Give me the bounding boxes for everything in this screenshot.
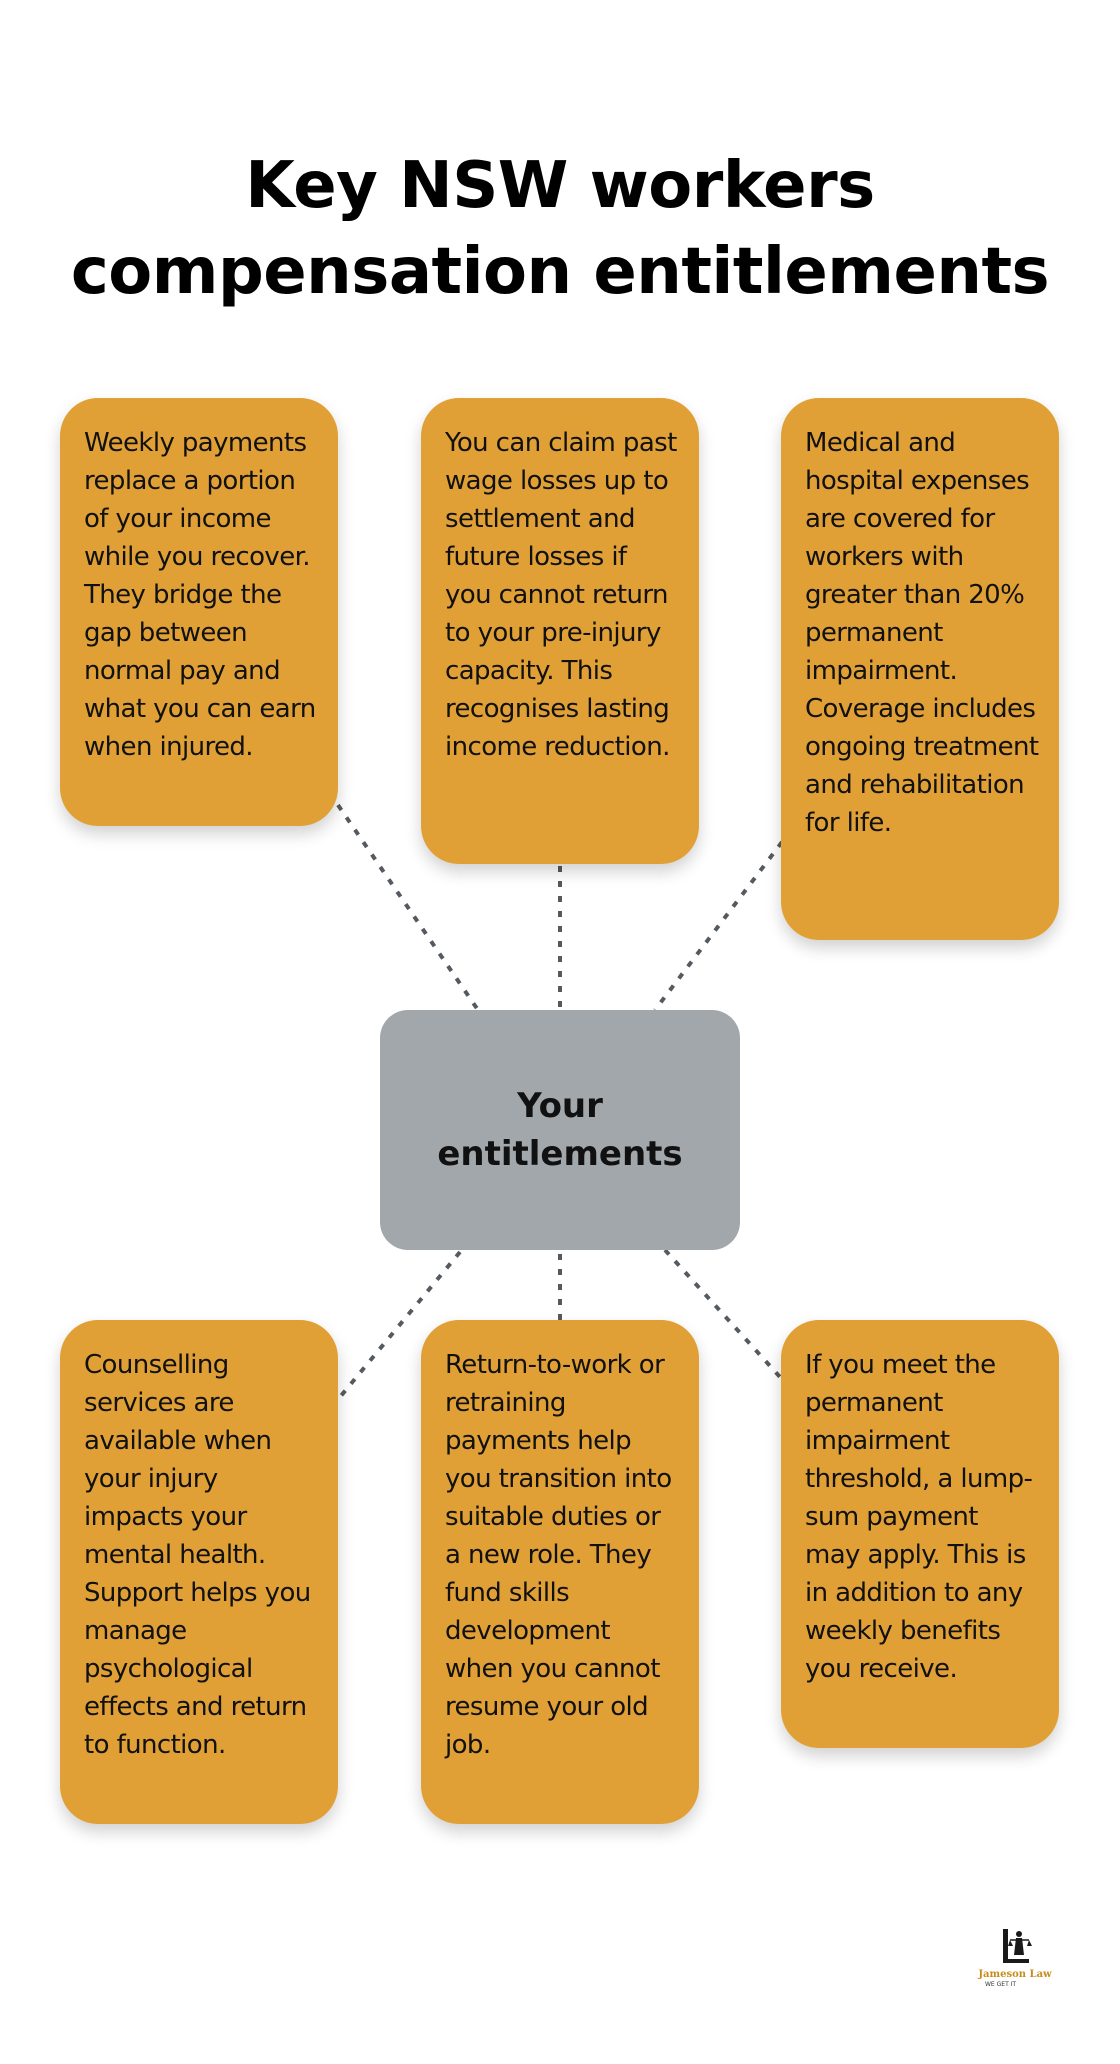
connector-top-right (655, 842, 782, 1010)
card-wage-losses-text: You can claim past wage losses up to settlement and future losses if you cannot return to your pre-injury capacity. This recognises lasting income reduction. (445, 428, 677, 762)
card-medical-expenses-text: Medical and hospital expenses are covered for workers with greater than 20% permanent impairment. Coverage includes ongoing treatment and rehabilitation for life. (805, 428, 1039, 838)
card-lump-sum-text: If you meet the permanent impairment threshold, a lump-sum payment may apply. This is in addition to any weekly benefits you receive. (805, 1350, 1033, 1684)
card-counselling-text: Counselling services are available when your injury impacts your mental health. Support helps you manage psychological effects and return to function. (84, 1350, 311, 1760)
card-wage-losses (421, 398, 699, 864)
logo-name: Jameson Law (978, 1969, 1052, 1980)
jameson-law-logo (975, 1925, 1055, 2005)
lady-justice-icon (993, 1925, 1037, 1969)
card-return-to-work-text: Return-to-work or retraining payments help you transition into suitable duties or a new role. They fund skills development when you cannot resume your old job. (445, 1350, 672, 1760)
title-line-1: Key NSW workers (245, 148, 875, 223)
card-return-to-work (421, 1320, 699, 1824)
card-counselling (60, 1320, 338, 1824)
title-line-2: compensation entitlements (70, 234, 1050, 309)
card-medical-expenses (781, 398, 1059, 940)
logo-tagline: WE GET IT (985, 1981, 1017, 1988)
card-weekly-payments (60, 398, 338, 826)
card-weekly-payments-text: Weekly payments replace a portion of your income while you recover. They bridge the gap between normal pay and what you can earn when injured. (84, 428, 316, 762)
center-label: Your entitlements (437, 1086, 683, 1174)
center-node (380, 1010, 740, 1250)
card-lump-sum (781, 1320, 1059, 1748)
